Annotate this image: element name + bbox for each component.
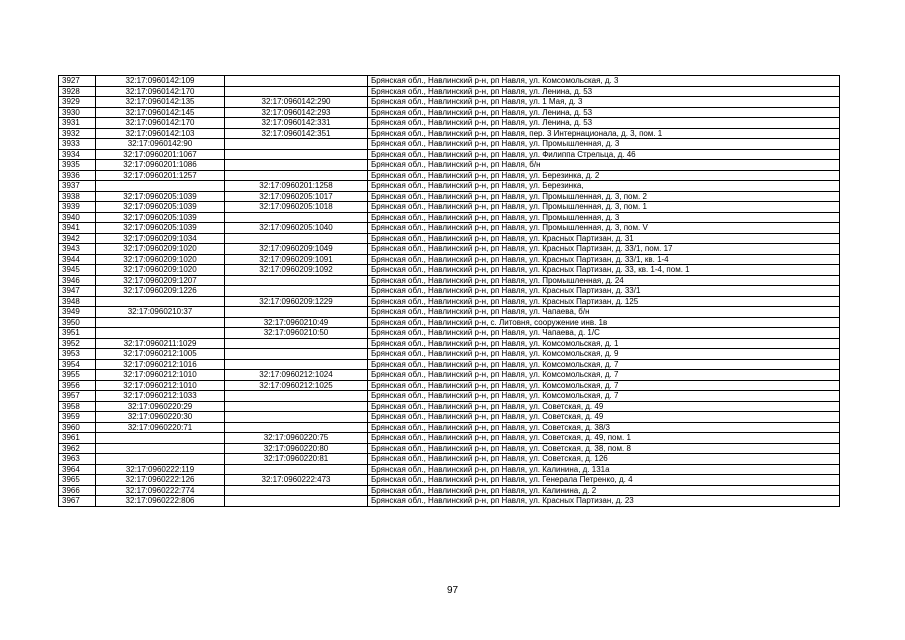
table-row xyxy=(59,370,840,381)
land-cadastral-number-cell: 32:17:0960205:1039 xyxy=(96,191,225,202)
object-cadastral-number-cell xyxy=(225,401,368,412)
row-number-cell: 3966 xyxy=(59,485,96,496)
row-number-cell: 3957 xyxy=(59,391,96,402)
object-cadastral-number-cell: 32:17:0960220:75 xyxy=(225,433,368,444)
land-cadastral-number-cell: 32:17:0960142:170 xyxy=(96,118,225,129)
object-cadastral-number-cell: 32:17:0960209:1092 xyxy=(225,265,368,276)
address-cell: Брянская обл., Навлинский р-н, рп Навля, ул. Советская, д. 49 xyxy=(368,412,840,423)
row-number-cell: 3953 xyxy=(59,349,96,360)
row-number-cell: 3935 xyxy=(59,160,96,171)
table-row xyxy=(59,160,840,171)
land-cadastral-number-cell: 32:17:0960209:1020 xyxy=(96,244,225,255)
row-number-cell: 3930 xyxy=(59,107,96,118)
address-cell: Брянская обл., Навлинский р-н, рп Навля, ул. Промышленная, д. 3, пом. V xyxy=(368,223,840,234)
table-row xyxy=(59,265,840,276)
row-number-cell: 3950 xyxy=(59,317,96,328)
address-cell: Брянская обл., Навлинский р-н, рп Навля, ул. Советская, д. 38, пом. 8 xyxy=(368,443,840,454)
row-number-cell: 3964 xyxy=(59,464,96,475)
table-row xyxy=(59,139,840,150)
land-cadastral-number-cell: 32:17:0960201:1067 xyxy=(96,149,225,160)
land-cadastral-number-cell: 32:17:0960205:1039 xyxy=(96,223,225,234)
address-cell: Брянская обл., Навлинский р-н, рп Навля, ул. Промышленная, д. 3 xyxy=(368,212,840,223)
row-number-cell: 3940 xyxy=(59,212,96,223)
address-cell: Брянская обл., Навлинский р-н, рп Навля, ул. Промышленная, д. 3 xyxy=(368,139,840,150)
object-cadastral-number-cell: 32:17:0960205:1017 xyxy=(225,191,368,202)
land-cadastral-number-cell: 32:17:0960222:806 xyxy=(96,496,225,507)
address-cell: Брянская обл., Навлинский р-н, рп Навля, ул. Комсомольская, д. 1 xyxy=(368,338,840,349)
address-cell: Брянская обл., Навлинский р-н, рп Навля, ул. 1 Мая, д. 3 xyxy=(368,97,840,108)
land-cadastral-number-cell: 32:17:0960210:37 xyxy=(96,307,225,318)
address-cell: Брянская обл., Навлинский р-н, рп Навля, пер. 3 Интернационала, д. 3, пом. 1 xyxy=(368,128,840,139)
object-cadastral-number-cell xyxy=(225,391,368,402)
object-cadastral-number-cell: 32:17:0960142:293 xyxy=(225,107,368,118)
row-number-cell: 3959 xyxy=(59,412,96,423)
row-number-cell: 3929 xyxy=(59,97,96,108)
table-row xyxy=(59,244,840,255)
land-cadastral-number-cell xyxy=(96,433,225,444)
row-number-cell: 3943 xyxy=(59,244,96,255)
object-cadastral-number-cell xyxy=(225,496,368,507)
object-cadastral-number-cell xyxy=(225,338,368,349)
land-cadastral-number-cell: 32:17:0960142:135 xyxy=(96,97,225,108)
object-cadastral-number-cell xyxy=(225,212,368,223)
table-row xyxy=(59,76,840,87)
table-row xyxy=(59,233,840,244)
object-cadastral-number-cell: 32:17:0960209:1049 xyxy=(225,244,368,255)
row-number-cell: 3948 xyxy=(59,296,96,307)
land-cadastral-number-cell: 32:17:0960205:1039 xyxy=(96,202,225,213)
table-row xyxy=(59,181,840,192)
row-number-cell: 3958 xyxy=(59,401,96,412)
table-row xyxy=(59,118,840,129)
address-cell: Брянская обл., Навлинский р-н, рп Навля, ул. Березинка, д. 2 xyxy=(368,170,840,181)
table-row xyxy=(59,485,840,496)
row-number-cell: 3962 xyxy=(59,443,96,454)
land-cadastral-number-cell: 32:17:0960201:1086 xyxy=(96,160,225,171)
address-cell: Брянская обл., Навлинский р-н, рп Навля, ул. Красных Партизан, д. 33/1 xyxy=(368,286,840,297)
address-cell: Брянская обл., Навлинский р-н, рп Навля, ул. Ленина, д. 53 xyxy=(368,86,840,97)
table-row xyxy=(59,307,840,318)
object-cadastral-number-cell xyxy=(225,422,368,433)
table-row xyxy=(59,349,840,360)
address-cell: Брянская обл., Навлинский р-н, рп Навля, ул. Красных Партизан, д. 23 xyxy=(368,496,840,507)
table-row xyxy=(59,443,840,454)
row-number-cell: 3951 xyxy=(59,328,96,339)
object-cadastral-number-cell xyxy=(225,275,368,286)
land-cadastral-number-cell xyxy=(96,181,225,192)
row-number-cell: 3933 xyxy=(59,139,96,150)
table-row xyxy=(59,359,840,370)
row-number-cell: 3960 xyxy=(59,422,96,433)
land-cadastral-number-cell: 32:17:0960209:1020 xyxy=(96,265,225,276)
object-cadastral-number-cell: 32:17:0960220:81 xyxy=(225,454,368,465)
object-cadastral-number-cell: 32:17:0960142:290 xyxy=(225,97,368,108)
table-row xyxy=(59,328,840,339)
land-cadastral-number-cell: 32:17:0960209:1020 xyxy=(96,254,225,265)
row-number-cell: 3928 xyxy=(59,86,96,97)
land-cadastral-number-cell: 32:17:0960142:109 xyxy=(96,76,225,87)
row-number-cell: 3945 xyxy=(59,265,96,276)
object-cadastral-number-cell: 32:17:0960212:1024 xyxy=(225,370,368,381)
address-cell: Брянская обл., Навлинский р-н, рп Навля, ул. Советская, д. 49, пом. 1 xyxy=(368,433,840,444)
object-cadastral-number-cell xyxy=(225,286,368,297)
table-row xyxy=(59,338,840,349)
table-row xyxy=(59,223,840,234)
land-cadastral-number-cell: 32:17:0960142:103 xyxy=(96,128,225,139)
object-cadastral-number-cell xyxy=(225,307,368,318)
table-row xyxy=(59,275,840,286)
row-number-cell: 3934 xyxy=(59,149,96,160)
object-cadastral-number-cell xyxy=(225,149,368,160)
land-cadastral-number-cell xyxy=(96,443,225,454)
land-cadastral-number-cell xyxy=(96,454,225,465)
address-cell: Брянская обл., Навлинский р-н, рп Навля, ул. Комсомольская, д. 3 xyxy=(368,76,840,87)
row-number-cell: 3949 xyxy=(59,307,96,318)
address-cell: Брянская обл., Навлинский р-н, рп Навля, ул. Красных Партизан, д. 33/1, пом. 17 xyxy=(368,244,840,255)
land-cadastral-number-cell: 32:17:0960212:1010 xyxy=(96,370,225,381)
land-cadastral-number-cell: 32:17:0960205:1039 xyxy=(96,212,225,223)
table-row xyxy=(59,412,840,423)
land-cadastral-number-cell: 32:17:0960209:1034 xyxy=(96,233,225,244)
row-number-cell: 3931 xyxy=(59,118,96,129)
row-number-cell: 3967 xyxy=(59,496,96,507)
table-row xyxy=(59,128,840,139)
row-number-cell: 3946 xyxy=(59,275,96,286)
object-cadastral-number-cell xyxy=(225,160,368,171)
table-row xyxy=(59,464,840,475)
land-cadastral-number-cell: 32:17:0960142:90 xyxy=(96,139,225,150)
land-cadastral-number-cell: 32:17:0960212:1016 xyxy=(96,359,225,370)
land-cadastral-number-cell: 32:17:0960209:1207 xyxy=(96,275,225,286)
land-cadastral-number-cell: 32:17:0960209:1226 xyxy=(96,286,225,297)
object-cadastral-number-cell xyxy=(225,139,368,150)
row-number-cell: 3937 xyxy=(59,181,96,192)
address-cell: Брянская обл., Навлинский р-н, рп Навля, ул. Промышленная, д. 3, пом. 1 xyxy=(368,202,840,213)
table-row xyxy=(59,191,840,202)
table-row xyxy=(59,380,840,391)
land-cadastral-number-cell: 32:17:0960212:1010 xyxy=(96,380,225,391)
object-cadastral-number-cell: 32:17:0960210:50 xyxy=(225,328,368,339)
address-cell: Брянская обл., Навлинский р-н, рп Навля, ул. Советская, д. 126 xyxy=(368,454,840,465)
object-cadastral-number-cell: 32:17:0960209:1091 xyxy=(225,254,368,265)
object-cadastral-number-cell xyxy=(225,464,368,475)
address-cell: Брянская обл., Навлинский р-н, рп Навля, ул. Красных Партизан, д. 125 xyxy=(368,296,840,307)
table-row xyxy=(59,170,840,181)
land-cadastral-number-cell: 32:17:0960212:1033 xyxy=(96,391,225,402)
row-number-cell: 3961 xyxy=(59,433,96,444)
object-cadastral-number-cell xyxy=(225,170,368,181)
land-cadastral-number-cell xyxy=(96,296,225,307)
row-number-cell: 3941 xyxy=(59,223,96,234)
land-cadastral-number-cell: 32:17:0960220:30 xyxy=(96,412,225,423)
table-row xyxy=(59,202,840,213)
land-cadastral-number-cell: 32:17:0960222:126 xyxy=(96,475,225,486)
row-number-cell: 3938 xyxy=(59,191,96,202)
address-cell: Брянская обл., Навлинский р-н, рп Навля, ул. Березинка, xyxy=(368,181,840,192)
object-cadastral-number-cell: 32:17:0960142:351 xyxy=(225,128,368,139)
property-registry-table xyxy=(58,75,840,507)
address-cell: Брянская обл., Навлинский р-н, рп Навля, ул. Чапаева, д. 1/С xyxy=(368,328,840,339)
object-cadastral-number-cell xyxy=(225,359,368,370)
table-row xyxy=(59,86,840,97)
object-cadastral-number-cell xyxy=(225,412,368,423)
address-cell: Брянская обл., Навлинский р-н, рп Навля, ул. Советская, д. 49 xyxy=(368,401,840,412)
land-cadastral-number-cell: 32:17:0960212:1005 xyxy=(96,349,225,360)
row-number-cell: 3942 xyxy=(59,233,96,244)
land-cadastral-number-cell: 32:17:0960142:145 xyxy=(96,107,225,118)
object-cadastral-number-cell: 32:17:0960212:1025 xyxy=(225,380,368,391)
address-cell: Брянская обл., Навлинский р-н, рп Навля, ул. Филиппа Стрельца, д. 46 xyxy=(368,149,840,160)
row-number-cell: 3932 xyxy=(59,128,96,139)
object-cadastral-number-cell xyxy=(225,233,368,244)
table-row xyxy=(59,391,840,402)
table-row xyxy=(59,401,840,412)
address-cell: Брянская обл., Навлинский р-н, рп Навля, ул. Промышленная, д. 24 xyxy=(368,275,840,286)
land-cadastral-number-cell: 32:17:0960220:29 xyxy=(96,401,225,412)
object-cadastral-number-cell: 32:17:0960222:473 xyxy=(225,475,368,486)
address-cell: Брянская обл., Навлинский р-н, рп Навля, ул. Красных Партизан, д. 33, кв. 1-4, пом. 1 xyxy=(368,265,840,276)
address-cell: Брянская обл., Навлинский р-н, рп Навля, ул. Ленина, д. 53 xyxy=(368,107,840,118)
object-cadastral-number-cell: 32:17:0960209:1229 xyxy=(225,296,368,307)
table-row xyxy=(59,286,840,297)
object-cadastral-number-cell xyxy=(225,86,368,97)
object-cadastral-number-cell: 32:17:0960205:1040 xyxy=(225,223,368,234)
object-cadastral-number-cell xyxy=(225,485,368,496)
table-row xyxy=(59,254,840,265)
object-cadastral-number-cell xyxy=(225,76,368,87)
table-row xyxy=(59,97,840,108)
address-cell: Брянская обл., Навлинский р-н, рп Навля, ул. Красных Партизан, д. 33/1, кв. 1-4 xyxy=(368,254,840,265)
table-row xyxy=(59,475,840,486)
address-cell: Брянская обл., Навлинский р-н, рп Навля, ул. Комсомольская, д. 9 xyxy=(368,349,840,360)
land-cadastral-number-cell xyxy=(96,328,225,339)
address-cell: Брянская обл., Навлинский р-н, рп Навля, ул. Комсомольская, д. 7 xyxy=(368,380,840,391)
address-cell: Брянская обл., Навлинский р-н, рп Навля, ул. Советская, д. 38/3 xyxy=(368,422,840,433)
table-row xyxy=(59,496,840,507)
land-cadastral-number-cell: 32:17:0960142:170 xyxy=(96,86,225,97)
address-cell: Брянская обл., Навлинский р-н, рп Навля, ул. Промышленная, д. 3, пом. 2 xyxy=(368,191,840,202)
land-cadastral-number-cell: 32:17:0960220:71 xyxy=(96,422,225,433)
object-cadastral-number-cell: 32:17:0960220:80 xyxy=(225,443,368,454)
address-cell: Брянская обл., Навлинский р-н, рп Навля, ул. Калинина, д. 131а xyxy=(368,464,840,475)
table-row xyxy=(59,454,840,465)
row-number-cell: 3955 xyxy=(59,370,96,381)
land-cadastral-number-cell xyxy=(96,317,225,328)
row-number-cell: 3927 xyxy=(59,76,96,87)
object-cadastral-number-cell: 32:17:0960210:49 xyxy=(225,317,368,328)
row-number-cell: 3947 xyxy=(59,286,96,297)
land-cadastral-number-cell: 32:17:0960211:1029 xyxy=(96,338,225,349)
address-cell: Брянская обл., Навлинский р-н, рп Навля, ул. Красных Партизан, д. 31 xyxy=(368,233,840,244)
address-cell: Брянская обл., Навлинский р-н, рп Навля, ул. Чапаева, б/н xyxy=(368,307,840,318)
table-row xyxy=(59,422,840,433)
row-number-cell: 3956 xyxy=(59,380,96,391)
land-cadastral-number-cell: 32:17:0960222:119 xyxy=(96,464,225,475)
address-cell: Брянская обл., Навлинский р-н, с. Литовня, сооружение инв. 1в xyxy=(368,317,840,328)
table-row xyxy=(59,433,840,444)
table-row xyxy=(59,296,840,307)
registry-table-body xyxy=(59,76,840,507)
row-number-cell: 3965 xyxy=(59,475,96,486)
address-cell: Брянская обл., Навлинский р-н, рп Навля, ул. Комсомольская, д. 7 xyxy=(368,370,840,381)
table-row xyxy=(59,149,840,160)
land-cadastral-number-cell: 32:17:0960222:774 xyxy=(96,485,225,496)
object-cadastral-number-cell: 32:17:0960205:1018 xyxy=(225,202,368,213)
object-cadastral-number-cell: 32:17:0960201:1258 xyxy=(225,181,368,192)
row-number-cell: 3954 xyxy=(59,359,96,370)
table-row xyxy=(59,317,840,328)
address-cell: Брянская обл., Навлинский р-н, рп Навля, б/н xyxy=(368,160,840,171)
object-cadastral-number-cell: 32:17:0960142:331 xyxy=(225,118,368,129)
row-number-cell: 3936 xyxy=(59,170,96,181)
row-number-cell: 3944 xyxy=(59,254,96,265)
land-cadastral-number-cell: 32:17:0960201:1257 xyxy=(96,170,225,181)
row-number-cell: 3939 xyxy=(59,202,96,213)
table-row xyxy=(59,107,840,118)
address-cell: Брянская обл., Навлинский р-н, рп Навля, ул. Калинина, д. 2 xyxy=(368,485,840,496)
address-cell: Брянская обл., Навлинский р-н, рп Навля, ул. Комсомольская, д. 7 xyxy=(368,359,840,370)
object-cadastral-number-cell xyxy=(225,349,368,360)
row-number-cell: 3963 xyxy=(59,454,96,465)
address-cell: Брянская обл., Навлинский р-н, рп Навля, ул. Генерала Петренко, д. 4 xyxy=(368,475,840,486)
address-cell: Брянская обл., Навлинский р-н, рп Навля, ул. Комсомольская, д. 7 xyxy=(368,391,840,402)
table-row xyxy=(59,212,840,223)
page-number: 97 xyxy=(446,585,459,596)
row-number-cell: 3952 xyxy=(59,338,96,349)
address-cell: Брянская обл., Навлинский р-н, рп Навля, ул. Ленина, д. 53 xyxy=(368,118,840,129)
